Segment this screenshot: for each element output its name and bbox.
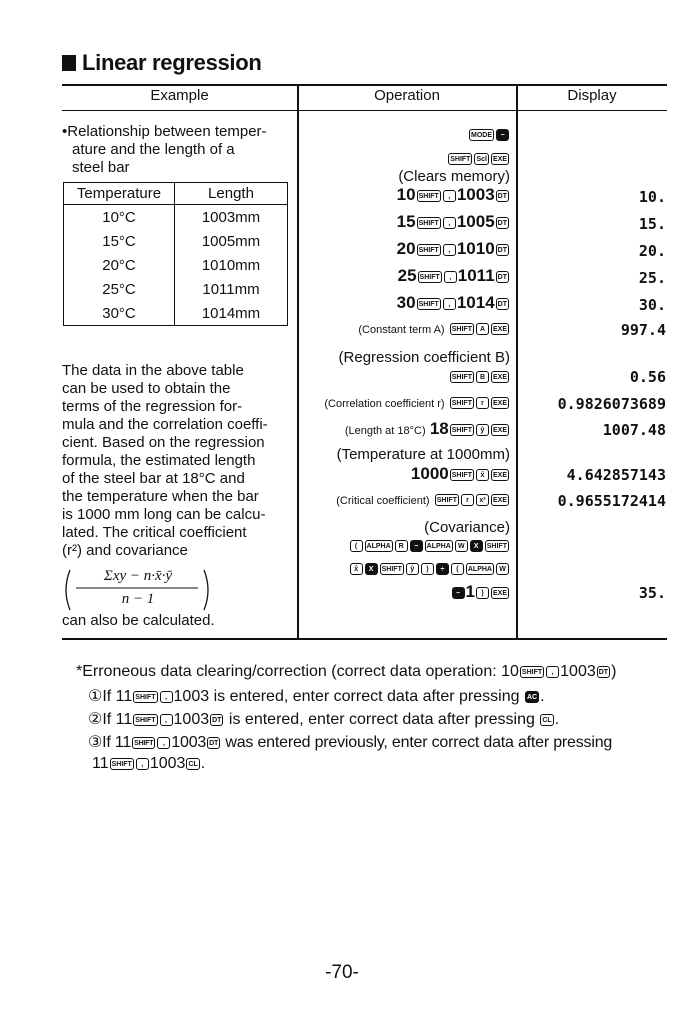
footnote-line-3: ②If 11 SHIFT , 1003 DT is entered, enter correct data after pressing CL . (88, 711, 560, 728)
mode-key: MODE (469, 129, 494, 141)
formula-numerator: Σxy − n·x̄·ȳ (103, 568, 173, 584)
display-value: 0.9655172414 (557, 492, 666, 510)
footnote-line-4: ③If 11 SHIFT , 1003 DT was entered previously, enter correct data after pressing (88, 734, 613, 751)
footnote-line-1: *Erroneous data clearing/correction (correct data operation: 10 SHIFT , 1003 DT ) (76, 663, 617, 680)
table-cell: 1014mm (175, 301, 288, 326)
intro-line-2: ature and the length of a (72, 141, 235, 158)
display-value: 35. (638, 584, 666, 602)
op-covariance-line-3: − 1 ) EXE (451, 583, 510, 602)
minus-key: − (496, 129, 509, 141)
table-cell: 30°C (64, 301, 175, 326)
table-cell: 1011mm (175, 277, 288, 301)
cl-key: CL (540, 714, 553, 726)
op-mode-line (468, 126, 510, 144)
table-cell: 10°C (64, 205, 175, 230)
display-value: 1007.48 (602, 421, 666, 439)
table-top-rule (62, 84, 667, 86)
display-value: 0.56 (629, 368, 666, 386)
table-header-temperature: Temperature (64, 183, 175, 205)
display-value: 25. (638, 269, 666, 287)
explanation-paragraph: The data in the above table can be used to obtain the terms of the regression for- mula and the correlation coeffi- cient. Based on the regression formula, the estimated length of the steel bar at 18°C and the temperature when the bar is 1000 mm long can be calcu- lated. The critical coefficient (r²) and covariance (62, 362, 268, 559)
col-divider-2 (516, 84, 518, 639)
display-value: 10. (638, 188, 666, 206)
op-entry-row: 25 SHIFT , 1011 DT (397, 266, 507, 285)
op-covariance-line-2: x̂ X SHIFT ŷ ) ÷ ( ALPHA W (349, 560, 510, 578)
table-cell: 20°C (64, 253, 175, 277)
col-divider-1 (297, 84, 299, 639)
col-header-operation: Operation (374, 87, 440, 104)
table-cell: 15°C (64, 229, 175, 253)
intro-line-1: •Relationship between temper- (62, 123, 267, 140)
display-value: 997.4 (620, 321, 666, 339)
op-covariance-note: (Covariance) (424, 519, 510, 536)
square-bullet-icon (62, 55, 76, 71)
op-temp: 1000 SHIFT x̂ EXE (410, 464, 507, 483)
shift-key: SHIFT (448, 153, 472, 165)
op-constant-a: (Constant term A) SHIFT A EXE (358, 324, 507, 336)
op-entry-row: 10 SHIFT , 1003 DT (396, 185, 507, 204)
op-regression-b-note: (Regression coefficient B) (338, 349, 510, 366)
closing-line: can also be calculated. (62, 612, 215, 629)
exe-key: EXE (491, 153, 509, 165)
table-bottom-rule (62, 638, 667, 640)
op-covariance-line-1: ( ALPHA R − ALPHA W X SHIFT (349, 537, 510, 555)
op-entry-row: 30 SHIFT , 1014 DT (396, 293, 507, 312)
footnote-line-5: 11 SHIFT , 1003 CL . (92, 755, 206, 772)
scl-key: Scl (474, 153, 489, 165)
ac-key: AC (525, 691, 539, 703)
table-cell: 1005mm (175, 229, 288, 253)
formula-denominator: n − 1 (121, 591, 155, 607)
footnote-line-2: ①If 11 SHIFT , 1003 is entered, enter correct data after pressing AC . (88, 688, 545, 705)
header-rule (62, 110, 667, 111)
table-cell: 1010mm (175, 253, 288, 277)
col-header-example: Example (150, 87, 209, 104)
data-table (63, 182, 288, 326)
col-header-display: Display (567, 87, 617, 104)
op-correlation: (Correlation coefficient r) SHIFT r EXE (324, 398, 507, 410)
table-header-length: Length (175, 183, 288, 205)
op-clear-line (447, 150, 510, 168)
section-heading: Linear regression (62, 50, 262, 76)
op-critical: (Critical coefficient) SHIFT r x² EXE (336, 495, 507, 507)
display-value: 20. (638, 242, 666, 260)
display-value: 15. (638, 215, 666, 233)
display-value: 30. (638, 296, 666, 314)
op-entry-row: 15 SHIFT , 1005 DT (396, 212, 507, 231)
display-value: 4.642857143 (566, 466, 666, 484)
op-length-at: (Length at 18°C) 18 SHIFT ŷ EXE (344, 419, 507, 438)
table-cell: 1003mm (175, 205, 288, 230)
op-entry-row: 20 SHIFT , 1010 DT (396, 239, 507, 258)
table-cell: 25°C (64, 277, 175, 301)
op-clears-note: (Clears memory) (398, 168, 510, 185)
op-regression-b: SHIFT B EXE (449, 368, 510, 386)
intro-line-3: steel bar (72, 159, 130, 176)
op-temp-note: (Temperature at 1000mm) (336, 446, 510, 463)
page-number: -70- (325, 962, 359, 983)
display-value: 0.9826073689 (557, 395, 666, 413)
